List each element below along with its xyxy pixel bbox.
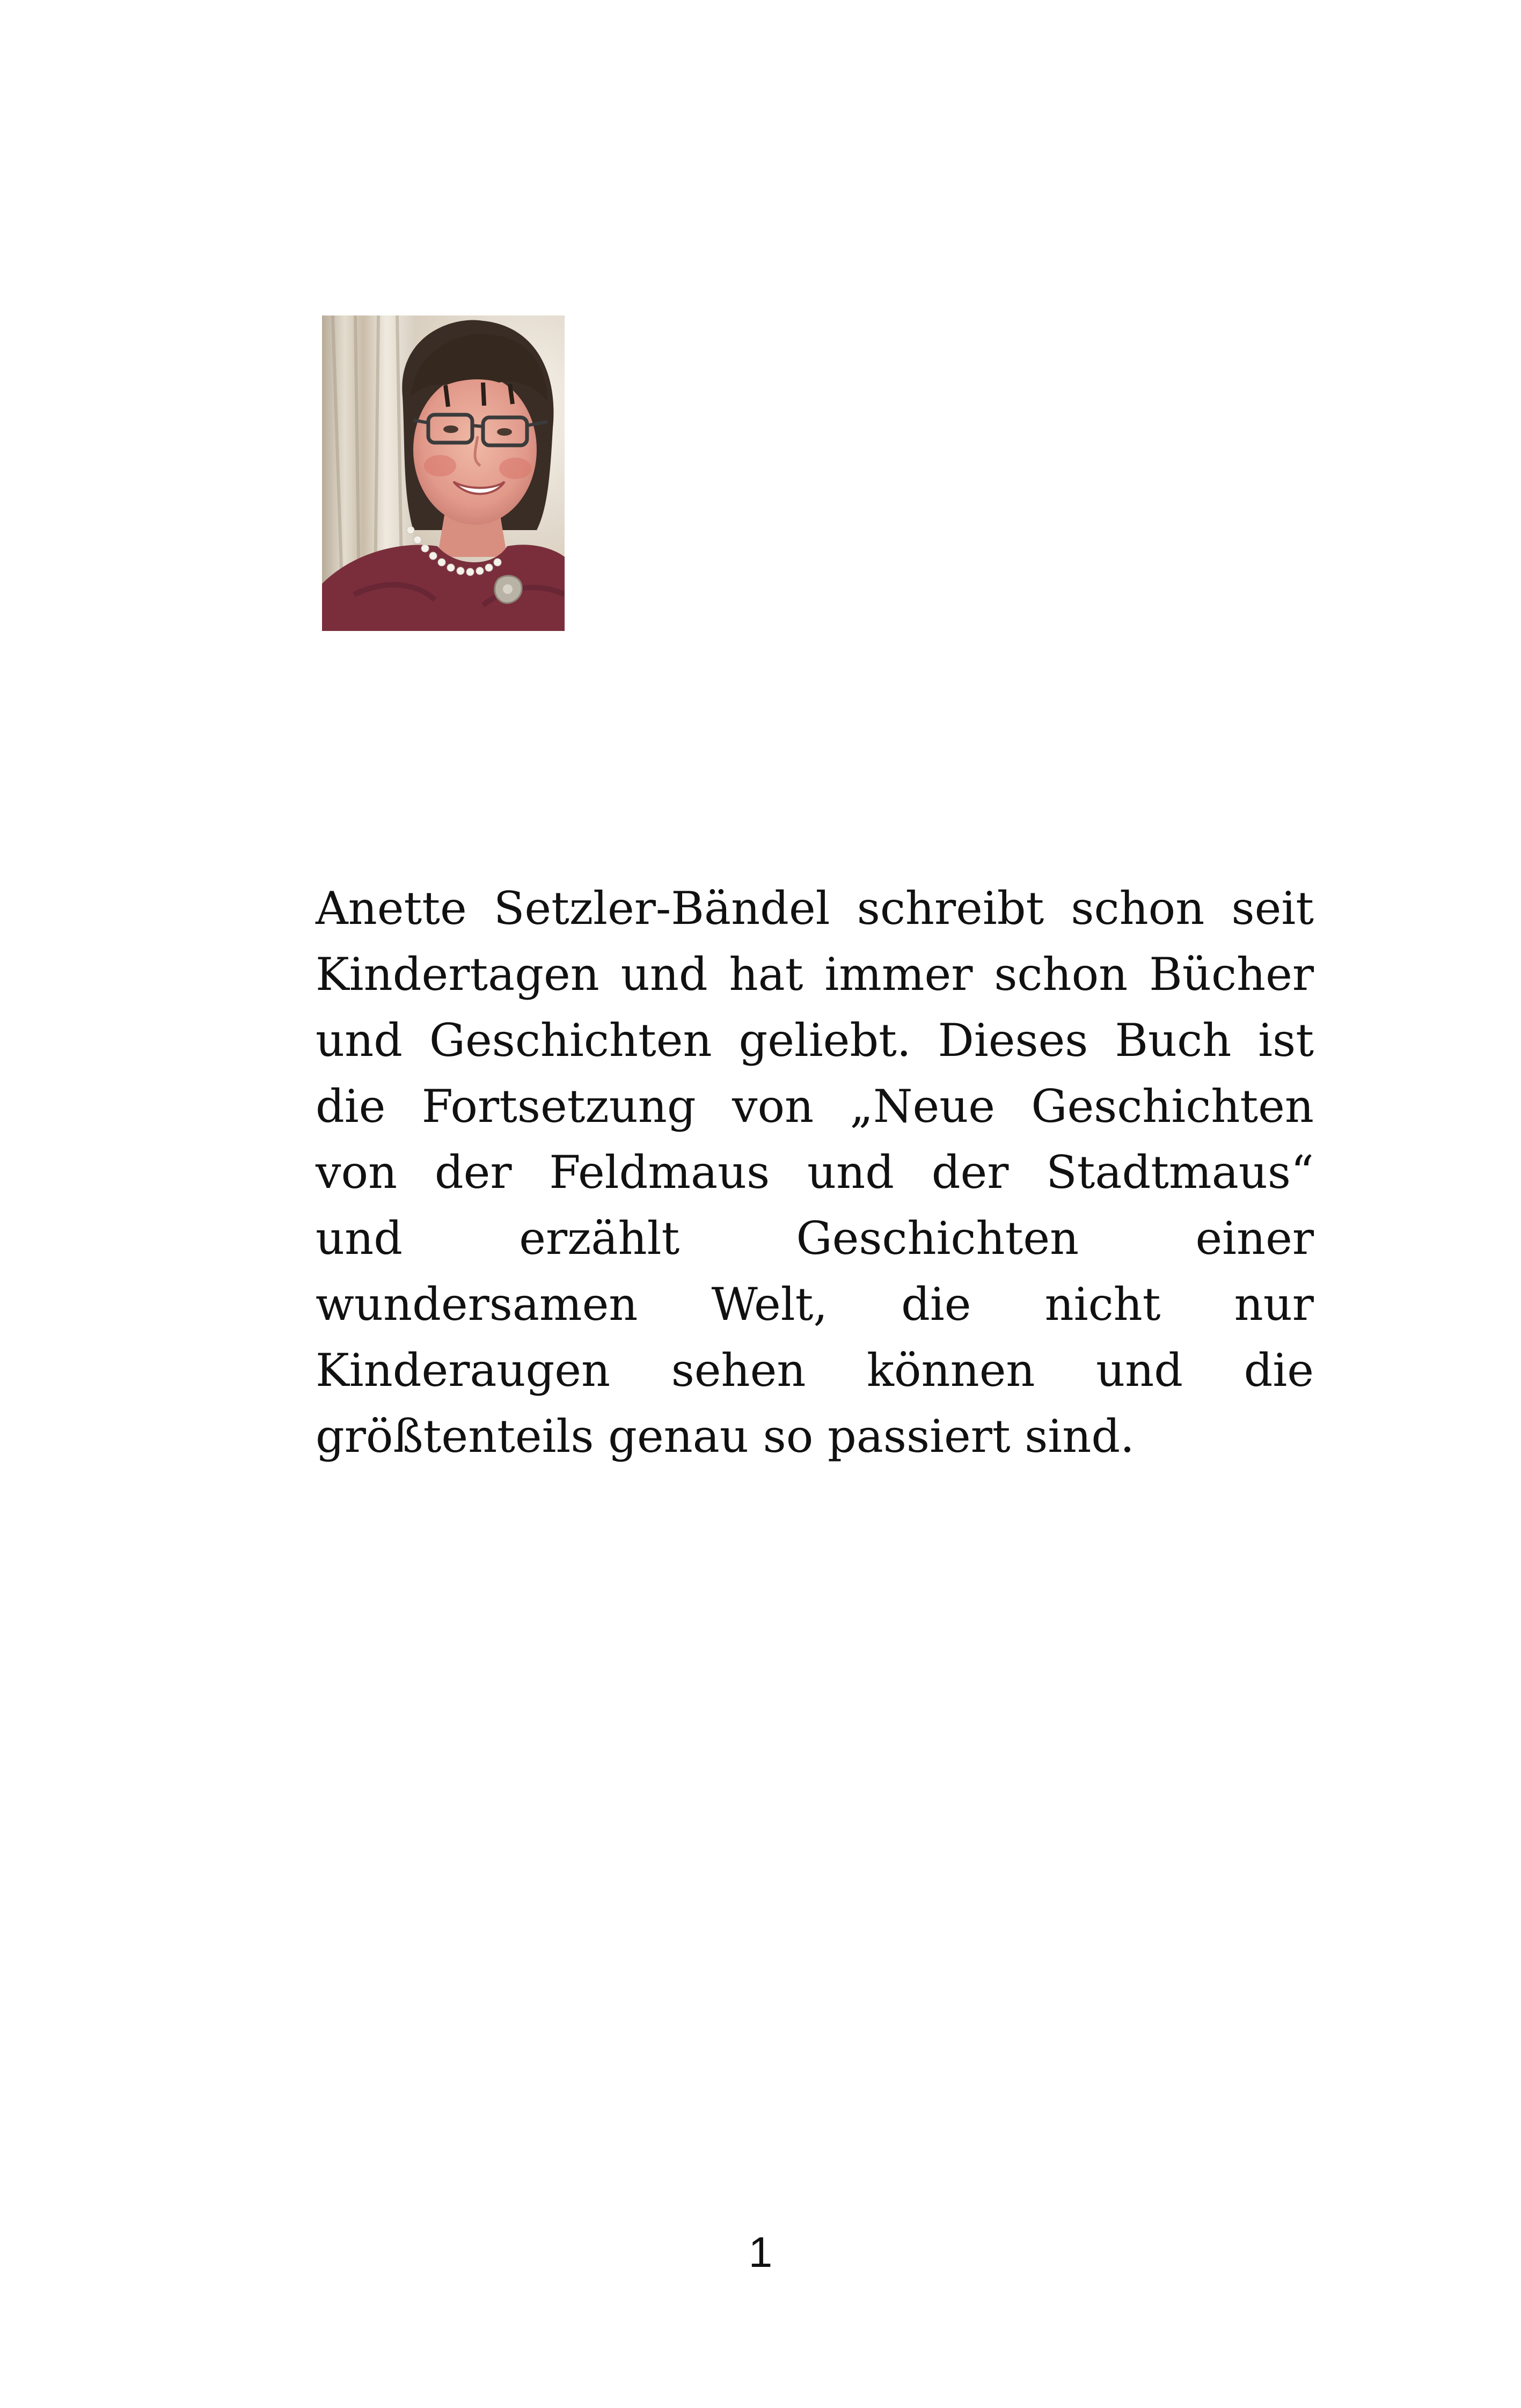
bio-word: immer bbox=[824, 948, 973, 1001]
bio-word: Kinderaugen bbox=[316, 1344, 611, 1397]
bio-word: wundersamen bbox=[316, 1278, 638, 1331]
bio-word: Fortsetzung bbox=[421, 1080, 696, 1133]
author-photo bbox=[322, 315, 565, 631]
bio-word: und bbox=[1096, 1344, 1183, 1397]
bio-word: schon bbox=[1071, 882, 1205, 935]
bio-word: Geschichten bbox=[429, 1014, 712, 1067]
bio-word: Geschichten bbox=[1031, 1080, 1314, 1133]
bio-word: sehen bbox=[671, 1344, 806, 1397]
bio-word: der bbox=[434, 1146, 512, 1199]
bio-word: hat bbox=[729, 948, 803, 1001]
bio-word: von bbox=[732, 1080, 814, 1133]
bio-word: erzählt bbox=[519, 1212, 680, 1265]
bio-word: Bücher bbox=[1149, 948, 1314, 1001]
bio-line bbox=[316, 1140, 1314, 1206]
bio-line bbox=[316, 876, 1314, 942]
bio-word: der bbox=[931, 1146, 1009, 1199]
bio-word: ist bbox=[1258, 1014, 1314, 1067]
bio-word: Geschichten bbox=[796, 1212, 1079, 1265]
bio-word: Welt, bbox=[711, 1278, 828, 1331]
bio-word: nicht bbox=[1044, 1278, 1161, 1331]
bio-word: und bbox=[316, 1212, 403, 1265]
bio-word: Stadtmaus“ bbox=[1046, 1146, 1314, 1199]
bio-line bbox=[316, 1272, 1314, 1338]
bio-word: Anette bbox=[316, 882, 467, 935]
bio-word: und bbox=[316, 1014, 403, 1067]
bio-line: größtenteils genau so passiert sind. bbox=[316, 1410, 1135, 1463]
bio-word: und bbox=[807, 1146, 894, 1199]
bio-word: und bbox=[620, 948, 708, 1001]
page-number: 1 bbox=[748, 2228, 773, 2276]
bio-line bbox=[316, 1206, 1314, 1272]
bio-word: von bbox=[316, 1146, 398, 1199]
bio-word: schreibt bbox=[857, 882, 1044, 935]
bio-line bbox=[316, 1074, 1314, 1140]
bio-line bbox=[316, 942, 1314, 1008]
bio-word: Buch bbox=[1115, 1014, 1232, 1067]
bio-word: die bbox=[901, 1278, 971, 1331]
bio-word: Kindertagen bbox=[316, 948, 599, 1001]
bio-word: Dieses bbox=[938, 1014, 1088, 1067]
bio-word: die bbox=[316, 1080, 386, 1133]
bio-word: seit bbox=[1231, 882, 1314, 935]
bio-word: „Neue bbox=[850, 1080, 996, 1133]
portrait-photo-icon bbox=[322, 315, 565, 631]
bio-word: nur bbox=[1234, 1278, 1314, 1331]
bio-word: können bbox=[867, 1344, 1035, 1397]
bio-line bbox=[316, 1338, 1314, 1404]
bio-line bbox=[316, 1008, 1314, 1074]
bio-word: einer bbox=[1195, 1212, 1314, 1265]
bio-word: schon bbox=[994, 948, 1128, 1001]
bio-word: Feldmaus bbox=[549, 1146, 770, 1199]
bio-word: geliebt. bbox=[738, 1014, 911, 1067]
bio-word: Setzler-Bändel bbox=[493, 882, 830, 935]
bio-word: die bbox=[1244, 1344, 1314, 1397]
author-bio bbox=[316, 876, 1314, 1470]
